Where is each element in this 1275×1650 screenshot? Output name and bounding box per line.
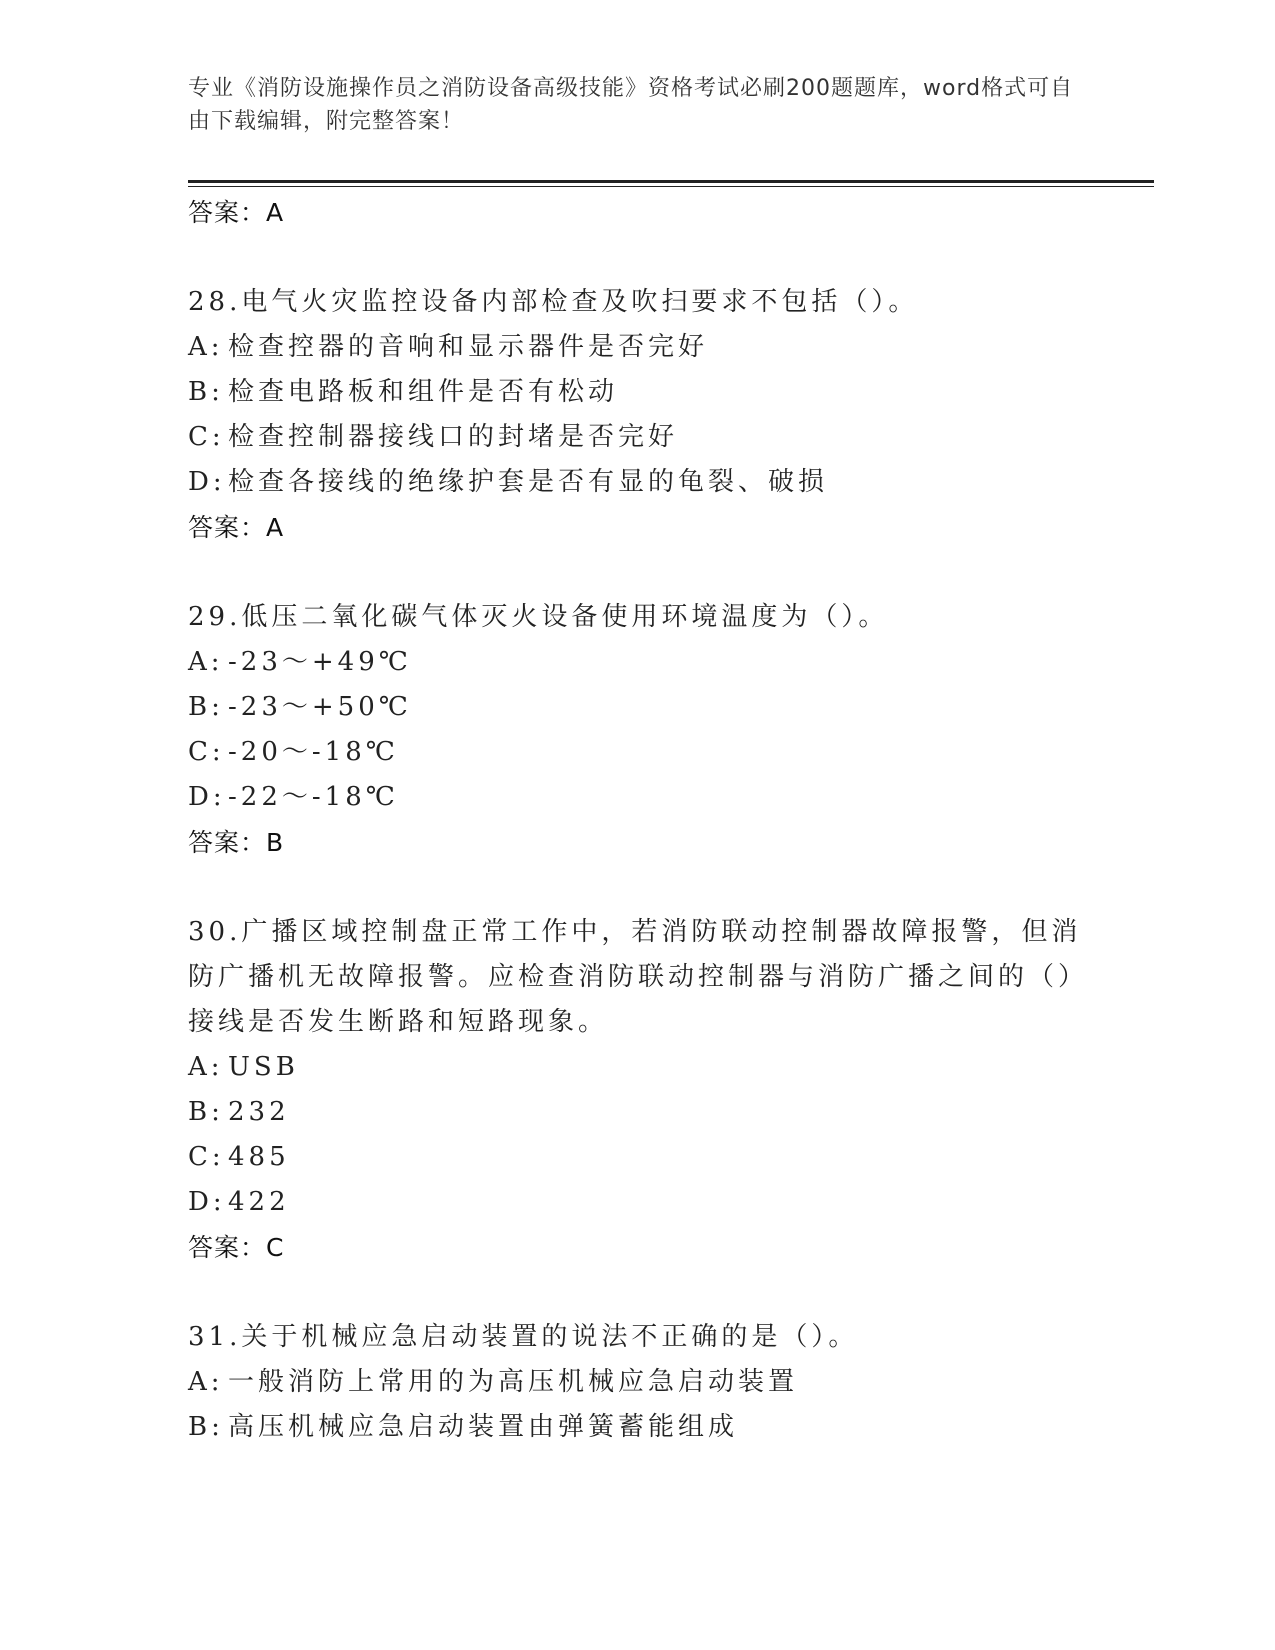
option-letter: D:	[188, 467, 226, 497]
option-text: 一般消防上常用的为高压机械应急启动装置	[228, 1367, 799, 1397]
header-divider-thin	[188, 186, 1154, 187]
option-text: -23～+50℃	[228, 692, 412, 722]
option-text: -23～+49℃	[228, 647, 412, 677]
option-text: 422	[228, 1187, 290, 1217]
option-d	[188, 775, 1088, 820]
option-text: 高压机械应急启动装置由弹簧蓄能组成	[228, 1412, 739, 1442]
question-text: 30.广播区域控制盘正常工作中，若消防联动控制器故障报警，但消防广播机无故障报警。应检查消防联动控制器与消防广播之间的（）接线是否发生断路和短路现象。	[188, 917, 1089, 1037]
option-d	[188, 460, 1088, 505]
option-c	[188, 415, 1088, 460]
option-text: 检查各接线的绝缘护套是否有显的龟裂、破损	[228, 467, 829, 497]
question-text: 29.低压二氧化碳气体灭火设备使用环境温度为（）。	[188, 602, 889, 632]
option-b	[188, 1405, 1088, 1450]
document-header: 专业《消防设施操作员之消防设备高级技能》资格考试必刷200题题库，word格式可自由下载编辑，附完整答案！	[188, 76, 1074, 134]
option-letter: B:	[188, 1097, 224, 1127]
option-b	[188, 370, 1088, 415]
option-letter: D:	[188, 782, 226, 812]
option-letter: A:	[188, 1367, 224, 1397]
option-letter: A:	[188, 332, 224, 362]
option-text: 232	[228, 1097, 290, 1127]
option-text: USB	[228, 1052, 299, 1082]
option-text: 485	[228, 1142, 290, 1172]
option-a	[188, 640, 1088, 685]
option-letter: C:	[188, 737, 225, 767]
option-c	[188, 1135, 1088, 1180]
option-text: -22～-18℃	[228, 782, 399, 812]
option-b	[188, 685, 1088, 730]
question-text: 31.关于机械应急启动装置的说法不正确的是（）。	[188, 1322, 859, 1352]
question-31	[188, 1315, 1088, 1450]
question-30	[188, 910, 1088, 1270]
answer-line: 答案：A	[188, 513, 285, 542]
option-b	[188, 1090, 1088, 1135]
question-28	[188, 280, 1088, 550]
answer-line: 答案：C	[188, 1233, 285, 1262]
option-d	[188, 1180, 1088, 1225]
option-a	[188, 1045, 1088, 1090]
question-text: 28.电气火灾监控设备内部检查及吹扫要求不包括（）。	[188, 287, 919, 317]
question-list	[188, 190, 1088, 1450]
option-a	[188, 1360, 1088, 1405]
option-letter: C:	[188, 422, 225, 452]
question-29	[188, 595, 1088, 865]
answer-line: 答案：A	[188, 198, 285, 227]
option-text: 检查控器的音响和显示器件是否完好	[228, 332, 709, 362]
option-text: 检查控制器接线口的封堵是否完好	[228, 422, 679, 452]
option-text: 检查电路板和组件是否有松动	[228, 377, 619, 407]
option-letter: A:	[188, 647, 224, 677]
option-letter: B:	[188, 1412, 224, 1442]
option-letter: B:	[188, 692, 224, 722]
header-divider	[188, 180, 1154, 183]
option-text: -20～-18℃	[228, 737, 399, 767]
option-letter: A:	[188, 1052, 224, 1082]
option-c	[188, 730, 1088, 775]
option-letter: C:	[188, 1142, 225, 1172]
option-letter: B:	[188, 377, 224, 407]
option-letter: D:	[188, 1187, 226, 1217]
answer-line: 答案：B	[188, 828, 285, 857]
option-a	[188, 325, 1088, 370]
